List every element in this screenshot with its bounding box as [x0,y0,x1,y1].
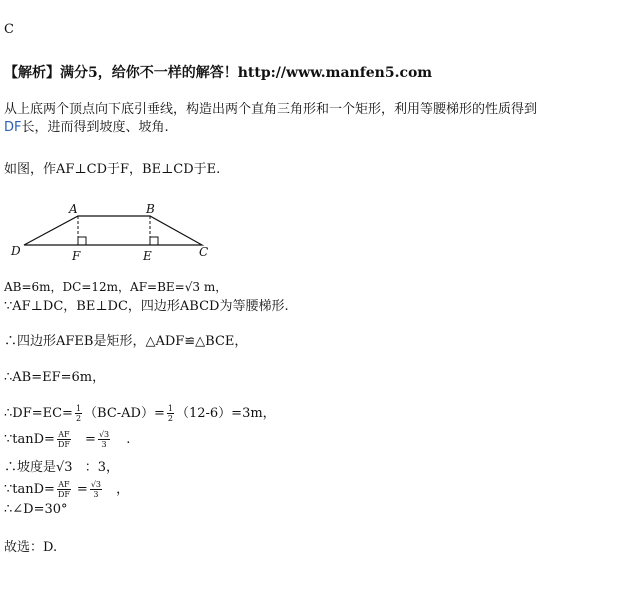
slope-prefix: ∴坡度是√3 [4,460,73,475]
fraction-half-1 [75,404,82,423]
df-label: DF [4,120,22,135]
fraction-numerator: √3 [90,480,101,489]
df-middle: （BC-AD）= [84,406,165,421]
intro-line-2 [4,116,169,135]
fraction-numerator: √3 [98,430,110,439]
right-angle-mark-e [150,237,158,245]
slope-statement [4,456,119,475]
point-label-d: D [11,244,21,258]
fraction-numerator: AF [58,480,70,489]
fraction-denominator: 3 [93,490,99,499]
tan-equation-2 [4,478,129,499]
tan-suffix: ， [116,482,130,497]
fraction-half-2 [167,404,174,423]
df-prefix: ∴DF=EC= [4,406,73,421]
therefore-ab-ef: ∴AB=EF=6m， [4,370,106,385]
fraction-denominator: 2 [167,414,173,423]
construction-text: 如图，作AF⊥CD于F，BE⊥CD于E. [4,162,221,177]
fraction-numerator: AF [58,430,70,439]
because-isosceles: ∵AF⊥DC，BE⊥DC，四边形ABCD为等腰梯形. [4,299,289,314]
fraction-af-df [57,480,71,499]
point-label-a: A [69,202,78,216]
given-values: AB=6m，DC=12m，AF=BE=√3 m， [4,280,228,294]
df-suffix: （12-6）=3m， [175,406,276,421]
fraction-root3-3 [90,480,102,499]
therefore-rectangle: ∴四边形AFEB是矩形，△ADF≌△BCE， [4,334,248,349]
tan-prefix: ∵tanD= [4,482,55,497]
intro-line-1: 从上底两个顶点向下底引垂线，构造出两个直角三角形和一个矩形，利用等腰梯形的性质得到 [4,102,538,117]
trapezoid-figure [0,195,230,270]
right-angle-mark-f [78,237,86,245]
tan-suffix: . [126,432,131,447]
conclusion: 故选：D. [4,540,58,555]
tan-prefix: ∵tanD= [4,432,55,447]
point-label-b: B [146,202,155,216]
intro-line-2-text: 长，进而得到坡度、坡角. [21,120,169,135]
df-equation [4,402,276,423]
fraction-denominator: 2 [75,414,82,423]
slope-suffix: ：3， [84,460,119,475]
fraction-denominator: DF [57,440,70,449]
point-label-c: C [199,245,209,259]
tan-equals: = [76,482,88,497]
point-label-f: F [72,249,81,263]
fraction-denominator: 3 [101,440,107,449]
tan-equation-1 [4,430,130,449]
fraction-numerator: 1 [75,404,82,413]
tan-equals: = [85,432,96,447]
answer-letter: C [4,22,14,37]
analysis-heading: 【解析】满分5，给你不一样的解答！http://www.manfen5.com [4,65,433,81]
point-label-e: E [143,249,152,263]
fraction-af-df [57,430,71,449]
angle-result: ∴∠D=30° [4,502,68,517]
fraction-numerator: 1 [167,404,173,413]
trapezoid [24,216,202,245]
fraction-root3-3 [98,430,110,449]
fraction-denominator: DF [57,490,70,499]
